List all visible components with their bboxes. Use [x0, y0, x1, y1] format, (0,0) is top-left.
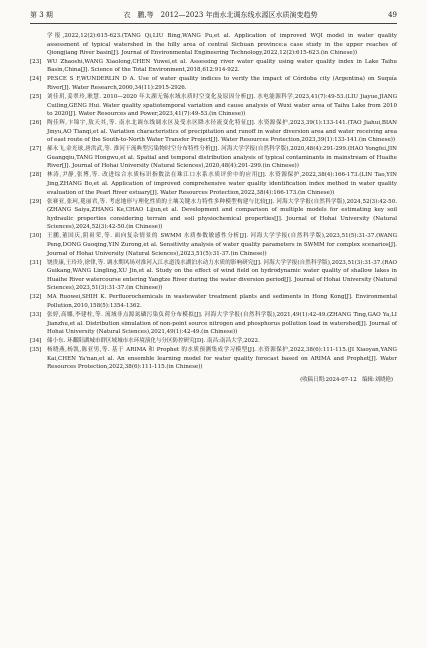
reference-item — [30, 232, 397, 258]
reference-number: [31] — [30, 259, 42, 266]
reference-number: [28] — [30, 172, 42, 179]
reference-number: [26] — [30, 120, 42, 127]
received-date-editor-note: (收稿日期:2024-07-12 编辑:刘晓艳) — [300, 376, 393, 383]
reference-text: 张婷,高娜,李建柱,等. 流域非点源氮磷污染负荷分布模拟[J]. 河海大学学报(自然科学版),2021,49(1):42-49.(ZHANG Ting,GAO Ya,LI Jianzhu,et al. Distribution simulation of non-point source nitrogen and phosphorus pollution load in watershed[J]. Journal of Hohai University (Natural Sciences),2021,49(1):42-49.(in Chinese)) — [47, 311, 397, 336]
reference-text: 刘佳玥,姜翠玲,耿慧. 2010—2020 年太湖无锡水域水质时空变化及原因分析[J]. 水电能源科学,2023,41(7):49-53.(LIU Jiayue,JIANG Cuiling,GENG Hui. Water quality spatiotemporal variation and cause analysis of Wuxi water area of Taihu Lake from 2010 to 2020[J]. Water Resources and Power,2023,41(7):49-53.(in Chinese)) — [47, 93, 397, 118]
reference-text: 张赛亚,张珂,冕丽君,等. 考虑地形与理化性质的土壤关键水力特性多种模型构建与比较[J]. 河海大学学报(自然科学版),2024,52(3):42-50.(ZHANG Saiya,ZHANG Ke,CHAO Lijun,et al. Development and comparison of multiple models for estimating key soil hydraulic properties considering terrain and soil physiochemical properties[J]. Journal of Hohai University (Natural Sciences),2024,52(3):42-50.(in Chinese)) — [47, 198, 397, 231]
running-title: 衣 鹏,等 2012—2023 年南水北调东线水源区水质演变趋势 — [123, 11, 318, 19]
reference-number: [29] — [30, 198, 42, 205]
reference-text: 王鹏,董国庆,阴祖荣,等. 面向复杂情景的 SWMM 水质参数敏感性分析[J]. 河海大学学报(自然科学版),2023,51(5):31-37.(WANG Peng,DONG Guoqing,YIN Zurong,et al. Sensitivity analysis of water quality parameters in SWMM for complex scenarios[J]. Journal of Hohai University (Natural Sciences),2023,51(5):31-37.(in Chinese)) — [47, 233, 397, 257]
reference-text: 储小东. 环鄱阳湖城市群区域城市水环境演化与分区防控研究[D]. 南昌:南昌大学,2022. — [47, 338, 260, 345]
reference-text: 郝永飞,金光球,唐洪武,等. 淮河干流典型污染物时空分布特性分析[J]. 河海大学学报(自然科学版),2020,48(4):291-299.(HAO Yongfei,JIN Guangqiu,TANG Hongwu,et al. Spatial and temporal distribution analysis of typical contaminants in mainstream of Huaihe River[J]. Journal of Hohai University (Natural Sciences),2020,48(4):291-299.(in Chinese)) — [47, 146, 397, 170]
reference-item — [30, 93, 397, 119]
reference-item — [30, 75, 397, 92]
reference-list — [30, 32, 397, 384]
issue-number: 第 3 期 — [30, 11, 53, 19]
reference-number: [32] — [30, 294, 42, 301]
reference-item — [30, 346, 397, 372]
running-header — [30, 10, 397, 24]
reference-number: [35] — [30, 347, 42, 354]
reference-text: PESCE S F,WUNDERLIN D A. Use of water quality indices to verify the impact of Córdoba city (Argentina) on Suquía River[J]. Water Research,2000,34(11):2915-2926. — [47, 76, 397, 91]
reference-item — [30, 58, 397, 75]
reference-number: [30] — [30, 233, 42, 240]
reference-number: [27] — [30, 146, 42, 153]
reference-text: 饶贵康,王玲玲,徐律,等. 调水期风场对淮河入江水道浅水湖泊水动力水质的影响研究[J]. 河海大学学报(自然科学版),2023,51(3):31-37.(RAO Guikang,WANG Lingling,XU Jin,et al. Study on the effect of wind field on hydrodynamic water quality of shallow lakes in Huaihe River watercourse entering Yangtze River during the water diversion period[J]. Journal of Hohai University (Natural Sciences),2023,51(3):31-37.(in Chinese)) — [47, 259, 397, 292]
reference-item — [30, 198, 397, 232]
reference-text: WU Zhaoshi,WANG Xiaolong,CHEN Yuwei,et al. Assessing river water quality using water quality index in Lake Taihu Basin,China[J]. Science of the Total Environment,2018,612:914-922. — [47, 58, 397, 74]
reference-continuation: 学报,2022,12(2):615-623.(TANG Qi,LIU Bing,WANG Pu,et al. Application of improved WQI model in water quality assessment of typical watershed in the hilly area of central Sichuan province:a case study in the upper reaches of Qiongjiang River basin[J]. Journal of Environmental Engineering Technology,2022,12(2):615-623.(in Chinese)) — [47, 33, 397, 57]
reference-text: 杨晓燕,杨凯,陈亚男,等. 基于 ARIMA 和 Prophet 的水质预测集成学习模型[J]. 水资源保护,2022,38(6):111-115.(JI Xiaoyan,YANG Kai,CHEN Ya'nan,et al. An ensemble learning model for water quality forecast based on ARIMA and Prophet[J]. Water Resources Protection,2022,38(6):111-115.(in Chinese)) — [47, 347, 397, 371]
reference-number: [33] — [30, 311, 42, 318]
reference-text: MA Ruowei,SHIH K. Perfluorochemicals in wastewater treatment plants and sediments in Hong Kong[J]. Environmental Pollution,2010,158(5):1354-1362. — [47, 294, 397, 309]
reference-number: [23] — [30, 58, 42, 65]
reference-text: 陶佳辉,卞锦宇,敖天其,等. 南水北调东线调水区及受水区降水径流变化特征[J]. 水资源保护,2023,39(1):133-141.(TAO Jiahui,BIAN Jinyu,AO Tianqi,et al. Variation characteristics of precipitation and runoff in water diversion area and water receiving area of east route of the South-to-North Water Transfer Project[J]. Water Resources Protection,2023,39(1):133-141.(in Chinese)) — [47, 120, 397, 144]
reference-item — [30, 311, 397, 337]
reference-item — [30, 171, 397, 197]
reference-item — [30, 145, 397, 171]
reference-text: 林涛,尹静,张博,等. 改进综合水质标识指数法在珠江口水系水质评价中的应用[J]. 水资源保护,2022,38(4):166-173.(LIN Tao,YIN Jing,ZHANG Bo,et al. Application of improved comprehensive water quality identification index method in water quality evaluation of the Pearl River estuary[J]. Water Resources Protection,2022,38(4):166-173.(in Chinese)) — [47, 172, 397, 196]
reference-item — [30, 293, 397, 310]
reference-number: [24] — [30, 76, 42, 83]
reference-number: [34] — [30, 338, 42, 345]
page-number: 49 — [388, 11, 397, 19]
reference-number: [25] — [30, 93, 42, 100]
reference-item — [30, 259, 397, 293]
reference-item — [30, 337, 397, 346]
reference-item — [30, 119, 397, 145]
